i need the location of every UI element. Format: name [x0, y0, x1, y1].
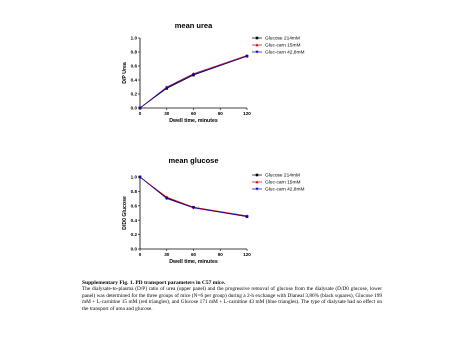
- y-tick-label-1-0: 0.0: [130, 246, 137, 252]
- legend-label-0-0: Glucose 214mM: [265, 36, 300, 42]
- marker-1-0-legend: [256, 174, 259, 177]
- x-axis-label-0: Dwell time, minutes: [169, 118, 218, 124]
- x-tick-label-1-0: 0: [138, 252, 142, 257]
- x-tick-label-0-1: 30: [164, 111, 170, 116]
- x-tick-label-0-3: 90: [217, 111, 223, 116]
- y-tick-label-1-3: 0.6: [130, 203, 137, 209]
- caption-body: The dialysate-to-plasma (D/P) ratio of urea (upper panel) and the progressive removal of glucose from the dialysate (D/D0 glucose, lower panel) was determined for the three groups of mice (N=6 per group) during a 2-h exchange with Dianeal 3,86% (black squares), Glucose 199 mM + L-carnitine 15 mM (red triangles), and Glucose 171 mM + L-carnitine 43 mM (blue triangles). The type of dialysate had no effect on the transport of urea and glucose.: [82, 286, 382, 312]
- y-tick-label-0-3: 0.6: [130, 63, 137, 69]
- legend-label-0-2: Gluc-carn 42,8mM: [265, 50, 305, 56]
- series-line-0-1: [140, 56, 247, 109]
- chart-title-0: mean urea: [174, 21, 213, 30]
- marker-0-0-legend: [256, 37, 259, 40]
- x-axis-label-1: Dwell time, minutes: [169, 259, 218, 265]
- x-tick-label-1-2: 60: [190, 252, 197, 257]
- figure-caption: [82, 280, 382, 312]
- series-line-0-0: [140, 56, 247, 108]
- series-line-1-1: [140, 177, 247, 216]
- legend-label-1-2: Gluc-carn 42,8mM: [265, 187, 305, 193]
- x-tick-label-0-2: 60: [190, 111, 197, 116]
- y-tick-label-0-0: 0.0: [130, 105, 137, 111]
- y-tick-label-0-4: 0.8: [130, 49, 137, 55]
- x-tick-label-0-4: 120: [243, 111, 251, 116]
- legend-label-0-1: Gluc-carn 15mM: [265, 43, 301, 49]
- y-tick-label-0-2: 0.4: [130, 77, 137, 83]
- y-tick-label-0-1: 0.2: [130, 91, 137, 97]
- y-tick-label-1-5: 1.0: [130, 174, 137, 180]
- x-tick-label-1-4: 120: [243, 252, 251, 257]
- caption-title: Supplementary Fig. 1. PD transport parameters in C57 mice.: [82, 280, 226, 286]
- y-tick-label-1-2: 0.4: [130, 217, 137, 223]
- x-tick-label-1-3: 90: [217, 252, 223, 257]
- series-line-1-2: [140, 177, 247, 217]
- y-axis-label-0: D/P Urea: [122, 62, 128, 84]
- series-line-1-0: [140, 177, 247, 217]
- y-axis-label-1: D/D0 Glucose: [122, 196, 128, 230]
- legend-label-1-1: Gluc-carn 15mM: [265, 180, 301, 186]
- x-tick-label-1-1: 30: [164, 252, 170, 257]
- series-line-0-2: [140, 56, 247, 108]
- y-tick-label-1-1: 0.2: [130, 232, 137, 238]
- y-tick-label-0-5: 1.0: [130, 35, 137, 41]
- chart-title-1: mean glucose: [168, 156, 219, 165]
- y-tick-label-1-4: 0.8: [130, 189, 137, 194]
- legend-label-1-0: Glucose 214mM: [265, 173, 300, 179]
- x-tick-label-0-0: 0: [138, 111, 142, 116]
